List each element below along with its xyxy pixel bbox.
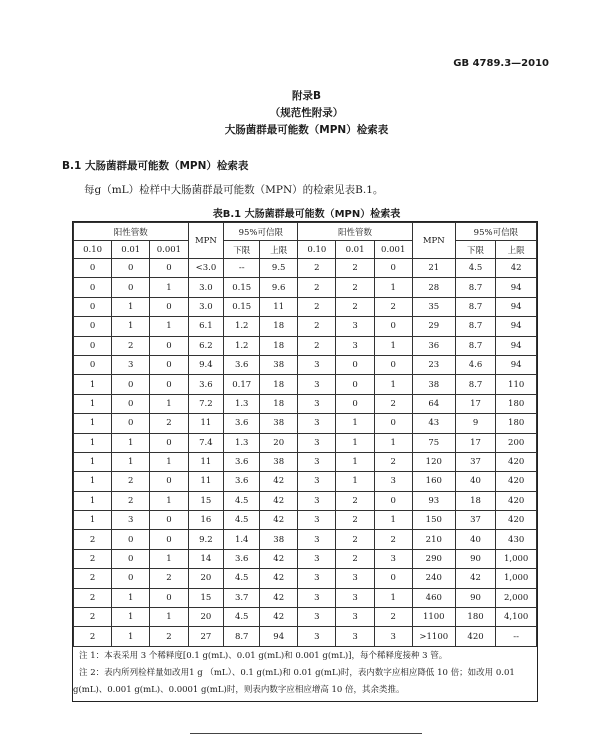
- table-cell: 9.6: [260, 278, 298, 297]
- header-dilution: 0.01: [336, 241, 374, 259]
- table-cell: 0: [150, 511, 188, 530]
- table-cell: 0: [374, 414, 412, 433]
- header-lower: 下限: [455, 241, 496, 259]
- appendix-heading: [0, 88, 613, 139]
- table-cell: 8.7: [455, 317, 496, 336]
- table-cell: <3.0: [188, 259, 224, 278]
- table-cell: 0.17: [224, 375, 260, 394]
- header-dilution: 0.001: [374, 241, 412, 259]
- table-cell: 1: [112, 297, 150, 316]
- table-cell: 3: [112, 511, 150, 530]
- section-title: B.1 大肠菌群最可能数（MPN）检索表: [62, 160, 249, 172]
- mpn-table-container: [72, 221, 538, 702]
- table-cell: 210: [412, 530, 455, 549]
- table-cell: 14: [188, 549, 224, 568]
- table-cell: 75: [412, 433, 455, 452]
- table-cell: 1: [112, 627, 150, 646]
- table-cell: 3: [336, 588, 374, 607]
- table-cell: 1: [374, 433, 412, 452]
- table-cell: 29: [412, 317, 455, 336]
- table-cell: 37: [455, 511, 496, 530]
- table-cell: 2: [298, 278, 336, 297]
- table-cell: 2: [298, 259, 336, 278]
- table-cell: 3: [336, 627, 374, 646]
- table-cell: 0.15: [224, 297, 260, 316]
- table-cell: 3: [336, 569, 374, 588]
- table-cell: 1: [336, 452, 374, 471]
- table-cell: 2: [74, 588, 112, 607]
- table-cell: 150: [412, 511, 455, 530]
- table-cell: 0: [112, 414, 150, 433]
- table-cell: 40: [455, 472, 496, 491]
- table-cell: 8.7: [455, 336, 496, 355]
- table-row: [74, 588, 537, 607]
- table-cell: 3: [298, 588, 336, 607]
- table-cell: 1: [74, 491, 112, 510]
- table-cell: 3.6: [224, 452, 260, 471]
- table-cell: 240: [412, 569, 455, 588]
- table-cell: 3: [298, 627, 336, 646]
- table-cell: 27: [188, 627, 224, 646]
- table-row: [74, 452, 537, 471]
- table-cell: 1100: [412, 608, 455, 627]
- table-cell: 42: [260, 588, 298, 607]
- table-cell: 4.5: [224, 491, 260, 510]
- table-cell: 110: [496, 375, 537, 394]
- table-cell: 21: [412, 259, 455, 278]
- table-cell: 1: [150, 452, 188, 471]
- table-cell: 0: [74, 278, 112, 297]
- table-cell: 8.7: [455, 278, 496, 297]
- table-cell: --: [224, 259, 260, 278]
- table-cell: 1: [112, 317, 150, 336]
- table-cell: 11: [188, 472, 224, 491]
- table-cell: 11: [188, 452, 224, 471]
- table-cell: 0: [150, 297, 188, 316]
- table-notes: [73, 647, 537, 701]
- table-cell: 94: [496, 355, 537, 374]
- table-cell: 0: [112, 375, 150, 394]
- table-cell: 2: [336, 297, 374, 316]
- table-cell: 3: [298, 375, 336, 394]
- table-subheader-row: [74, 241, 537, 259]
- table-cell: 1,000: [496, 569, 537, 588]
- table-cell: 120: [412, 452, 455, 471]
- table-cell: 2: [74, 608, 112, 627]
- table-cell: 64: [412, 394, 455, 413]
- table-cell: 0: [112, 569, 150, 588]
- table-cell: 0: [374, 317, 412, 336]
- table-cell: 1: [112, 588, 150, 607]
- table-cell: 18: [260, 375, 298, 394]
- table-cell: 2: [112, 472, 150, 491]
- table-cell: 420: [496, 472, 537, 491]
- table-cell: 4,100: [496, 608, 537, 627]
- table-cell: 90: [455, 588, 496, 607]
- table-cell: 1: [112, 452, 150, 471]
- appendix-title: 附录B: [291, 90, 321, 102]
- table-cell: 0: [112, 278, 150, 297]
- header-ci-right: 95%可信限: [455, 223, 536, 241]
- table-cell: 90: [455, 549, 496, 568]
- table-cell: 460: [412, 588, 455, 607]
- table-cell: 1.3: [224, 394, 260, 413]
- table-cell: 2: [374, 394, 412, 413]
- header-mpn-left: MPN: [188, 223, 224, 259]
- table-cell: 20: [260, 433, 298, 452]
- table-cell: 40: [455, 530, 496, 549]
- table-row: [74, 549, 537, 568]
- table-cell: 0: [150, 259, 188, 278]
- table-cell: 42: [260, 511, 298, 530]
- table-cell: 0: [150, 588, 188, 607]
- table-cell: 9.4: [188, 355, 224, 374]
- table-cell: 3: [298, 511, 336, 530]
- table-cell: 9.5: [260, 259, 298, 278]
- table-row: [74, 336, 537, 355]
- table-cell: 2,000: [496, 588, 537, 607]
- table-cell: 2: [74, 530, 112, 549]
- table-cell: 0: [74, 297, 112, 316]
- table-header-row: [74, 223, 537, 241]
- table-cell: 2: [150, 414, 188, 433]
- table-cell: 420: [455, 627, 496, 646]
- table-cell: 2: [150, 627, 188, 646]
- table-cell: 1: [74, 414, 112, 433]
- table-cell: 2: [112, 491, 150, 510]
- table-cell: 1: [74, 511, 112, 530]
- table-cell: 160: [412, 472, 455, 491]
- table-cell: 3: [336, 317, 374, 336]
- table-cell: 0: [150, 336, 188, 355]
- table-cell: 2: [336, 259, 374, 278]
- table-cell: 2: [298, 317, 336, 336]
- table-cell: 1: [74, 433, 112, 452]
- table-cell: 42: [496, 259, 537, 278]
- section-intro: 每g（mL）检样中大肠菌群最可能数（MPN）的检索见表B.1。: [84, 184, 384, 196]
- header-lower: 下限: [224, 241, 260, 259]
- table-cell: 2: [298, 336, 336, 355]
- table-cell: 28: [412, 278, 455, 297]
- table-cell: 9: [455, 414, 496, 433]
- table-row: [74, 433, 537, 452]
- header-dilution: 0.10: [74, 241, 112, 259]
- table-cell: 11: [260, 297, 298, 316]
- table-row: [74, 297, 537, 316]
- table-cell: 3: [298, 355, 336, 374]
- table-cell: 4.5: [224, 569, 260, 588]
- mpn-table: [73, 222, 537, 647]
- table-cell: 3.7: [224, 588, 260, 607]
- table-cell: 1: [374, 278, 412, 297]
- table-cell: 2: [150, 569, 188, 588]
- table-cell: 0: [336, 394, 374, 413]
- table-cell: 3: [298, 472, 336, 491]
- table-cell: 2: [374, 530, 412, 549]
- table-cell: 2: [298, 297, 336, 316]
- table-cell: 1: [150, 491, 188, 510]
- table-cell: 18: [260, 394, 298, 413]
- table-cell: 42: [260, 472, 298, 491]
- table-cell: 11: [188, 414, 224, 433]
- table-cell: 3: [298, 530, 336, 549]
- table-cell: 1: [74, 375, 112, 394]
- table-cell: 3.6: [224, 472, 260, 491]
- table-cell: 1: [374, 375, 412, 394]
- table-cell: 1: [374, 336, 412, 355]
- table-cell: 420: [496, 452, 537, 471]
- table-cell: 2: [374, 608, 412, 627]
- table-cell: 3: [336, 608, 374, 627]
- table-cell: 180: [496, 414, 537, 433]
- table-cell: 3.0: [188, 297, 224, 316]
- table-cell: 2: [374, 452, 412, 471]
- table-cell: 1.3: [224, 433, 260, 452]
- table-cell: 1: [374, 588, 412, 607]
- table-cell: 1: [150, 394, 188, 413]
- table-cell: 0: [74, 355, 112, 374]
- header-positive-tubes-left: 阳性管数: [74, 223, 189, 241]
- table-cell: 37: [455, 452, 496, 471]
- table-cell: 3.6: [224, 414, 260, 433]
- table-cell: 42: [260, 549, 298, 568]
- table-cell: 0: [112, 394, 150, 413]
- table-cell: 3: [374, 549, 412, 568]
- table-cell: 2: [336, 549, 374, 568]
- table-cell: 420: [496, 491, 537, 510]
- table-cell: 3: [298, 569, 336, 588]
- table-row: [74, 317, 537, 336]
- table-cell: 94: [496, 278, 537, 297]
- table-cell: 8.7: [455, 297, 496, 316]
- table-row: [74, 627, 537, 646]
- table-row: [74, 511, 537, 530]
- table-cell: 2: [74, 627, 112, 646]
- table-cell: 1: [74, 394, 112, 413]
- table-cell: 200: [496, 433, 537, 452]
- table-cell: 3: [374, 627, 412, 646]
- table-row: [74, 375, 537, 394]
- table-cell: 0: [336, 355, 374, 374]
- table-cell: 7.2: [188, 394, 224, 413]
- table-cell: 3.6: [224, 355, 260, 374]
- table-cell: 0: [74, 336, 112, 355]
- table-row: [74, 259, 537, 278]
- table-cell: 0: [112, 530, 150, 549]
- table-cell: 3: [298, 491, 336, 510]
- table-cell: 18: [260, 336, 298, 355]
- table-cell: 17: [455, 394, 496, 413]
- header-mpn-right: MPN: [412, 223, 455, 259]
- table-cell: 18: [455, 491, 496, 510]
- table-cell: 0: [150, 375, 188, 394]
- table-row: [74, 278, 537, 297]
- table-cell: 2: [112, 336, 150, 355]
- table-cell: 1: [74, 452, 112, 471]
- table-cell: 0: [150, 355, 188, 374]
- table-cell: 1: [150, 549, 188, 568]
- table-cell: 3: [298, 549, 336, 568]
- table-cell: 3: [112, 355, 150, 374]
- table-cell: 38: [260, 355, 298, 374]
- table-cell: 1: [150, 317, 188, 336]
- table-cell: 1.4: [224, 530, 260, 549]
- note-2: 注 2：表内所列检样量如改用1 g （mL）、0.1 g(mL)和 0.01 g(mL)时，表内数字应相应降低 10 倍；如改用 0.01: [79, 667, 515, 678]
- table-cell: 0: [150, 530, 188, 549]
- table-row: [74, 530, 537, 549]
- table-cell: 1.2: [224, 317, 260, 336]
- table-cell: 0: [150, 472, 188, 491]
- note-1: 注 1：本表采用 3 个稀释度[0.1 g(mL)、0.01 g(mL)和 0.001 g(mL)]，每个稀释度接种 3 管。: [79, 650, 448, 661]
- table-cell: 420: [496, 511, 537, 530]
- note-2-continued: g(mL)、0.001 g(mL)、0.0001 g(mL)时，则表内数字应相应增高 10 倍，其余类推。: [73, 684, 405, 695]
- header-upper: 上限: [496, 241, 537, 259]
- table-cell: 2: [336, 511, 374, 530]
- table-cell: 1: [336, 414, 374, 433]
- header-dilution: 0.01: [112, 241, 150, 259]
- table-cell: 15: [188, 491, 224, 510]
- table-row: [74, 355, 537, 374]
- table-cell: 36: [412, 336, 455, 355]
- table-cell: 3: [298, 608, 336, 627]
- table-cell: 1: [150, 608, 188, 627]
- table-cell: 3.6: [188, 375, 224, 394]
- table-cell: 3.6: [224, 549, 260, 568]
- table-cell: 290: [412, 549, 455, 568]
- table-cell: 7.4: [188, 433, 224, 452]
- table-cell: 38: [260, 414, 298, 433]
- table-cell: 38: [260, 452, 298, 471]
- table-cell: 2: [336, 278, 374, 297]
- header-positive-tubes-right: 阳性管数: [298, 223, 413, 241]
- table-row: [74, 608, 537, 627]
- table-cell: 1: [150, 278, 188, 297]
- table-cell: 1.2: [224, 336, 260, 355]
- table-cell: 42: [260, 491, 298, 510]
- table-cell: 42: [455, 569, 496, 588]
- table-cell: 38: [260, 530, 298, 549]
- table-cell: 16: [188, 511, 224, 530]
- table-cell: 1: [112, 608, 150, 627]
- table-cell: 94: [496, 336, 537, 355]
- appendix-name: 大肠菌群最可能数（MPN）检索表: [224, 124, 389, 136]
- table-cell: --: [496, 627, 537, 646]
- page-bottom-rule: [190, 733, 422, 734]
- table-cell: 2: [74, 569, 112, 588]
- table-cell: 20: [188, 569, 224, 588]
- table-cell: 6.2: [188, 336, 224, 355]
- table-cell: 0: [74, 259, 112, 278]
- table-cell: 15: [188, 588, 224, 607]
- table-cell: 23: [412, 355, 455, 374]
- table-cell: 4.5: [224, 608, 260, 627]
- table-cell: 2: [74, 549, 112, 568]
- table-cell: 93: [412, 491, 455, 510]
- table-cell: 17: [455, 433, 496, 452]
- table-cell: 3: [374, 472, 412, 491]
- table-cell: 0: [336, 375, 374, 394]
- table-cell: 3: [298, 433, 336, 452]
- table-cell: 0: [74, 317, 112, 336]
- header-upper: 上限: [260, 241, 298, 259]
- table-cell: 1,000: [496, 549, 537, 568]
- table-cell: 4.5: [455, 259, 496, 278]
- table-cell: 94: [260, 627, 298, 646]
- table-cell: 0: [374, 355, 412, 374]
- table-cell: 0: [374, 491, 412, 510]
- table-cell: 8.7: [224, 627, 260, 646]
- table-row: [74, 491, 537, 510]
- table-cell: 1: [374, 511, 412, 530]
- table-cell: 1: [336, 472, 374, 491]
- standard-code: GB 4789.3—2010: [453, 58, 549, 69]
- table-cell: 0: [374, 259, 412, 278]
- table-cell: 3: [298, 394, 336, 413]
- table-cell: 20: [188, 608, 224, 627]
- table-cell: 9.2: [188, 530, 224, 549]
- appendix-subtitle: （规范性附录）: [269, 107, 344, 119]
- table-cell: 35: [412, 297, 455, 316]
- table-row: [74, 414, 537, 433]
- table-body: [74, 259, 537, 647]
- table-cell: 180: [455, 608, 496, 627]
- table-cell: 6.1: [188, 317, 224, 336]
- table-row: [74, 394, 537, 413]
- table-cell: 3: [298, 414, 336, 433]
- table-cell: 2: [374, 297, 412, 316]
- table-cell: 0: [112, 549, 150, 568]
- table-cell: 42: [260, 569, 298, 588]
- table-cell: 2: [336, 491, 374, 510]
- table-cell: 1: [112, 433, 150, 452]
- table-cell: 4.5: [224, 511, 260, 530]
- table-cell: 3: [298, 452, 336, 471]
- table-cell: 18: [260, 317, 298, 336]
- table-cell: 3: [336, 336, 374, 355]
- table-cell: 94: [496, 317, 537, 336]
- table-cell: 430: [496, 530, 537, 549]
- header-ci-left: 95%可信限: [224, 223, 298, 241]
- table-cell: 8.7: [455, 375, 496, 394]
- table-cell: 2: [336, 530, 374, 549]
- table-cell: 42: [260, 608, 298, 627]
- table-cell: 3.0: [188, 278, 224, 297]
- table-cell: 0: [150, 433, 188, 452]
- table-cell: 180: [496, 394, 537, 413]
- table-cell: 4.6: [455, 355, 496, 374]
- table-row: [74, 569, 537, 588]
- table-cell: 1: [74, 472, 112, 491]
- table-cell: 0: [374, 569, 412, 588]
- table-cell: 94: [496, 297, 537, 316]
- table-cell: 43: [412, 414, 455, 433]
- header-dilution: 0.001: [150, 241, 188, 259]
- table-cell: >1100: [412, 627, 455, 646]
- table-title: 表B.1 大肠菌群最可能数（MPN）检索表: [212, 209, 401, 220]
- table-cell: 38: [412, 375, 455, 394]
- header-dilution: 0.10: [298, 241, 336, 259]
- table-cell: 0.15: [224, 278, 260, 297]
- table-row: [74, 472, 537, 491]
- table-cell: 1: [336, 433, 374, 452]
- table-cell: 0: [112, 259, 150, 278]
